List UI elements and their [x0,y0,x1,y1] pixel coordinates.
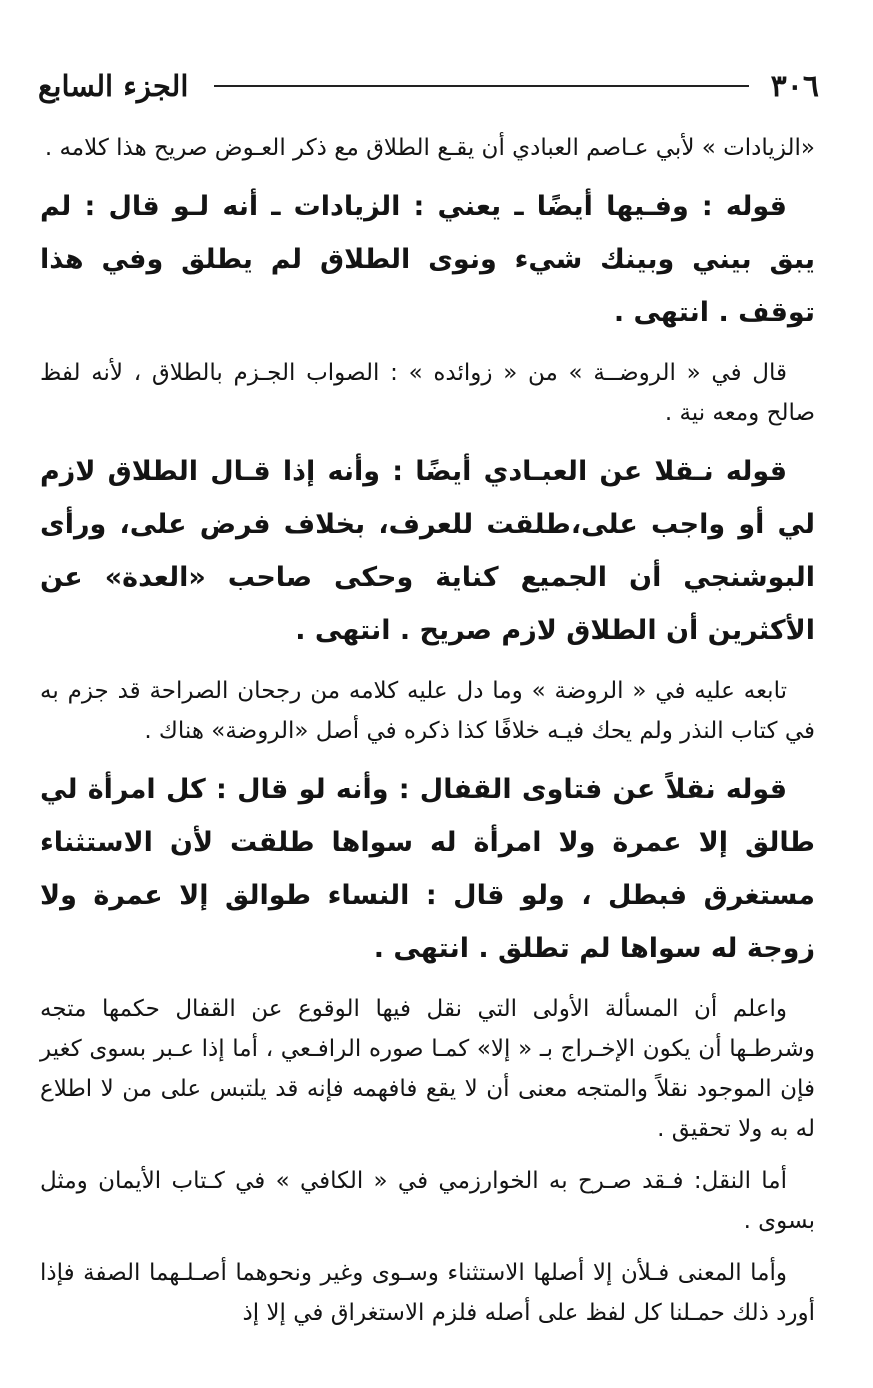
body-paragraph: تابعه عليه في « الروضة » وما دل عليه كلامه من رجحان الصراحة قد جزم به في كتاب النذر ولم يحك فيـه خلافًا كذا ذكره في أصل «الروضة» هناك . [40,678,815,744]
page-number: ٣٠٦ [770,68,819,104]
page-content [40,128,815,1345]
header-rule [214,85,748,87]
body-paragraph: «الزيادات » لأبي عـاصم العبادي أن يقـع الطلاق مع ذكر العـوض صريح هذا كلامه . [44,135,815,161]
body-paragraph: وأما المعنى فـلأن إلا أصلها الاستثناء وسـوى وغير ونحوهما أصـلـهما الصفة فإذا أورد ذلك حمـلنا كل لفظ على أصله فلزم الاستغراق في إلا إذ [40,1260,815,1326]
body-paragraph: أما النقل: فـقد صـرح به الخوارزمي في « الكافي » في كـتاب الأيمان ومثل بسوى . [40,1168,815,1234]
quoted-paragraph: قوله نقلاً عن فتاوى القفال : وأنه لو قال : كل امرأة لي طالق إلا عمرة ولا امرأة له سواها طلقت لأن الاستثناء مستغرق فبطل ، ولو قال : النساء طوالق إلا عمرة ولا زوجة له سواها لم تطلق . انتهى . [40,774,815,964]
quoted-paragraph: قوله : وفـيها أيضًا ـ يعني : الزيادات ـ أنه لـو قال : لم يبق بيني وبينك شيء ونوى الطلاق لم يطلق وفي هذا توقف . انتهى . [40,191,815,328]
volume-title: الجزء السابع [38,69,189,103]
quoted-paragraph: قوله نـقلا عن العبـادي أيضًا : وأنه إذا قـال الطلاق لازم لي أو واجب على،طلقت للعرف، بخلاف فرض على، ورأى البوشنجي أن الجميع كناية وحكى صاحب «العدة» عن الأكثرين أن الطلاق لازم صريح . انتهى . [40,456,815,646]
body-paragraph: واعلم أن المسألة الأولى التي نقل فيها الوقوع عن القفال حكمها متجه وشرطـها أن يكون الإخـراج بـ « إلا» كمـا صوره الرافـعي ، أما إذا عـبر بسوى كغير فإن الموجود نقلاً والمتجه معنى أن لا يقع فافهمه فإنه قد يلتبس على من لا اطلاع له به ولا تحقيق . [40,996,815,1142]
body-paragraph: قال في « الروضــة » من « زوائده » : الصواب الجـزم بالطلاق ، لأنه لفظ صالح ومعه نية . [40,360,815,426]
page-header [38,64,819,108]
